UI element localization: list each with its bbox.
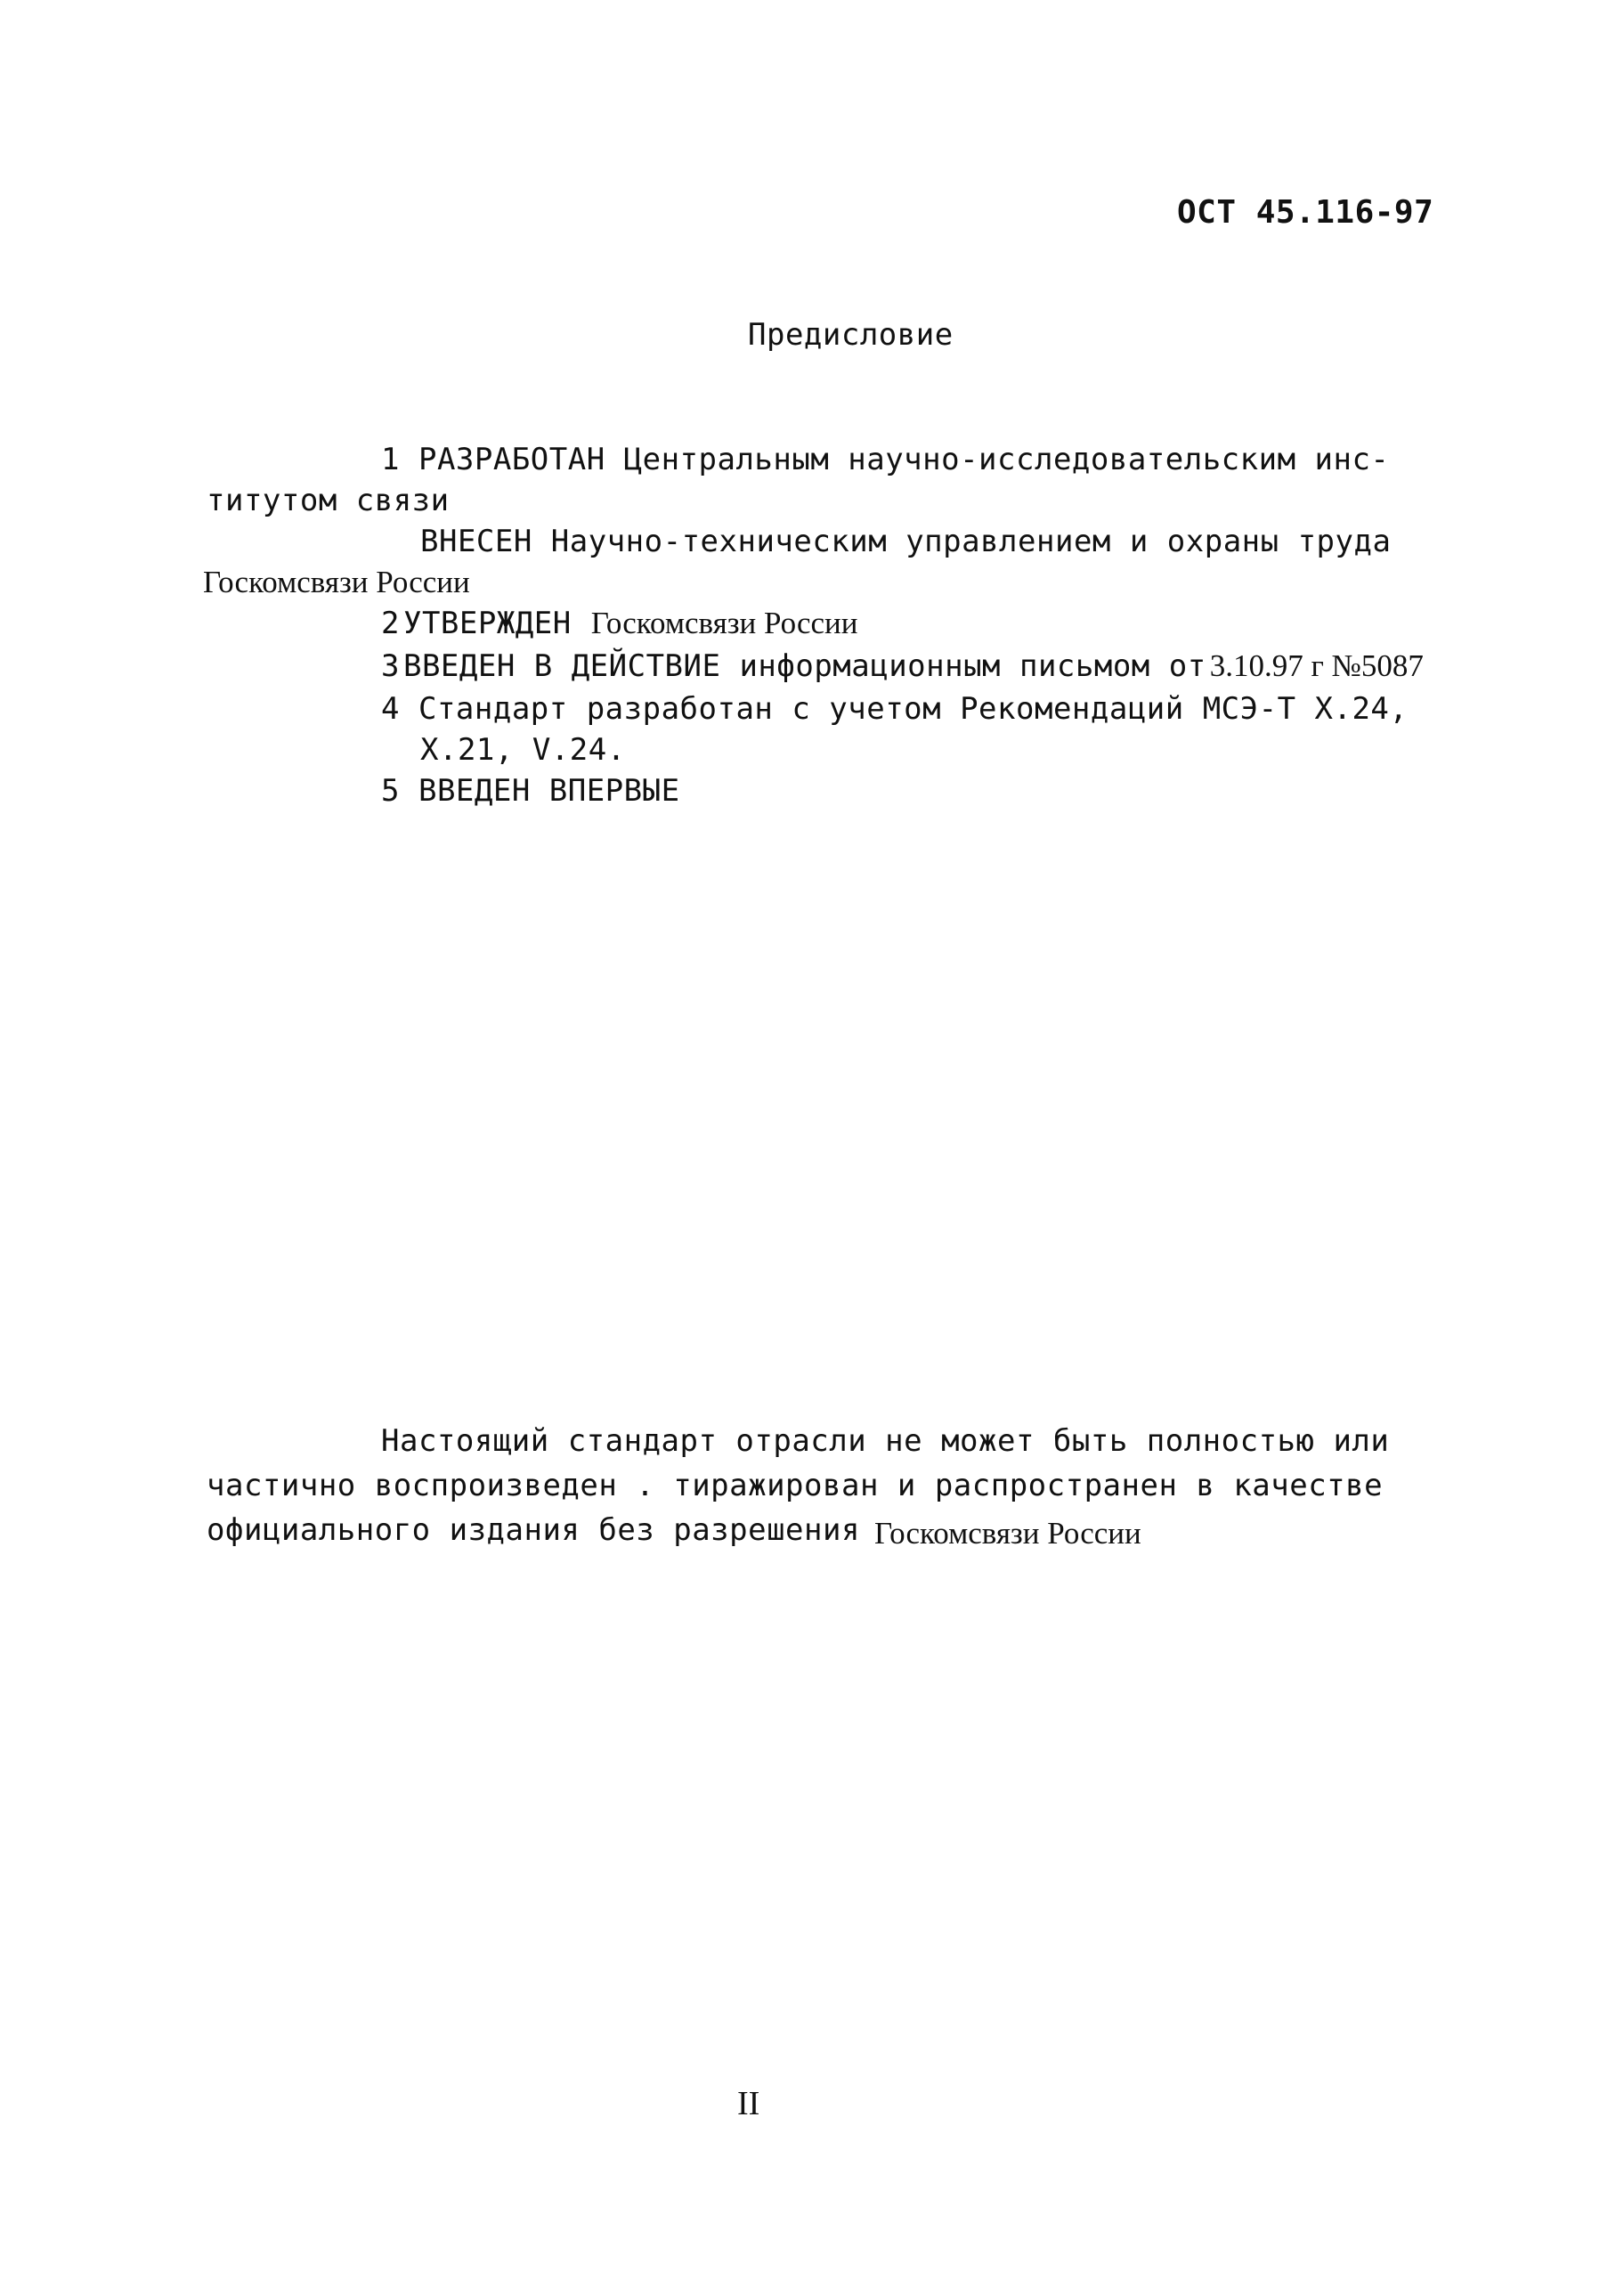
list-item-3 — [381, 648, 1424, 684]
notice-line-1: Настоящий стандарт отрасли не может быть полностью или — [381, 1423, 1390, 1459]
notice-line-3-org: Госкомсвязи России — [873, 1516, 1141, 1551]
item-number: 4 — [381, 691, 400, 727]
page-title: Предисловие — [748, 317, 954, 353]
item-org: Госкомсвязи России — [590, 606, 858, 640]
item-number: 2 — [381, 606, 400, 641]
notice-line-3 — [207, 1512, 1141, 1551]
item-text: УТВЕРЖДЕН — [402, 606, 572, 641]
list-item-2 — [381, 606, 858, 641]
submitted-by-line: ВНЕСЕН Научно-техническим управлением и охраны труда — [420, 524, 1392, 559]
item-text: ВВЕДЕН В ДЕЙСТВИЕ информационным письмом от — [402, 648, 1206, 684]
item-number: 3 — [381, 648, 400, 684]
item-number: 5 — [381, 773, 400, 809]
list-item-4 — [381, 691, 1408, 727]
item-text: ВВЕДЕН ВПЕРВЫЕ — [418, 773, 680, 809]
notice-line-3-text: официального издания без разрешения — [207, 1512, 860, 1548]
item-text-continuation: титутом связи — [207, 483, 450, 518]
item-text-continuation: Х.21, V.24. — [420, 732, 626, 768]
item-text: РАЗРАБОТАН Центральным научно-исследовательским инс- — [418, 442, 1390, 477]
document-code: ОСТ 45.116-97 — [1177, 194, 1434, 231]
notice-line-2: частично воспроизведен . тиражирован и распространен в качестве — [207, 1468, 1384, 1503]
item-date-number: 3.10.97 г №5087 — [1209, 648, 1424, 683]
submitted-by-org: Госкомсвязи России — [203, 565, 470, 599]
page-number: II — [737, 2085, 760, 2122]
list-item-5 — [381, 773, 680, 809]
item-number: 1 — [381, 442, 400, 477]
item-text: Стандарт разработан с учетом Рекомендаций МСЭ-Т Х.24, — [418, 691, 1409, 727]
list-item-1 — [381, 442, 1389, 477]
